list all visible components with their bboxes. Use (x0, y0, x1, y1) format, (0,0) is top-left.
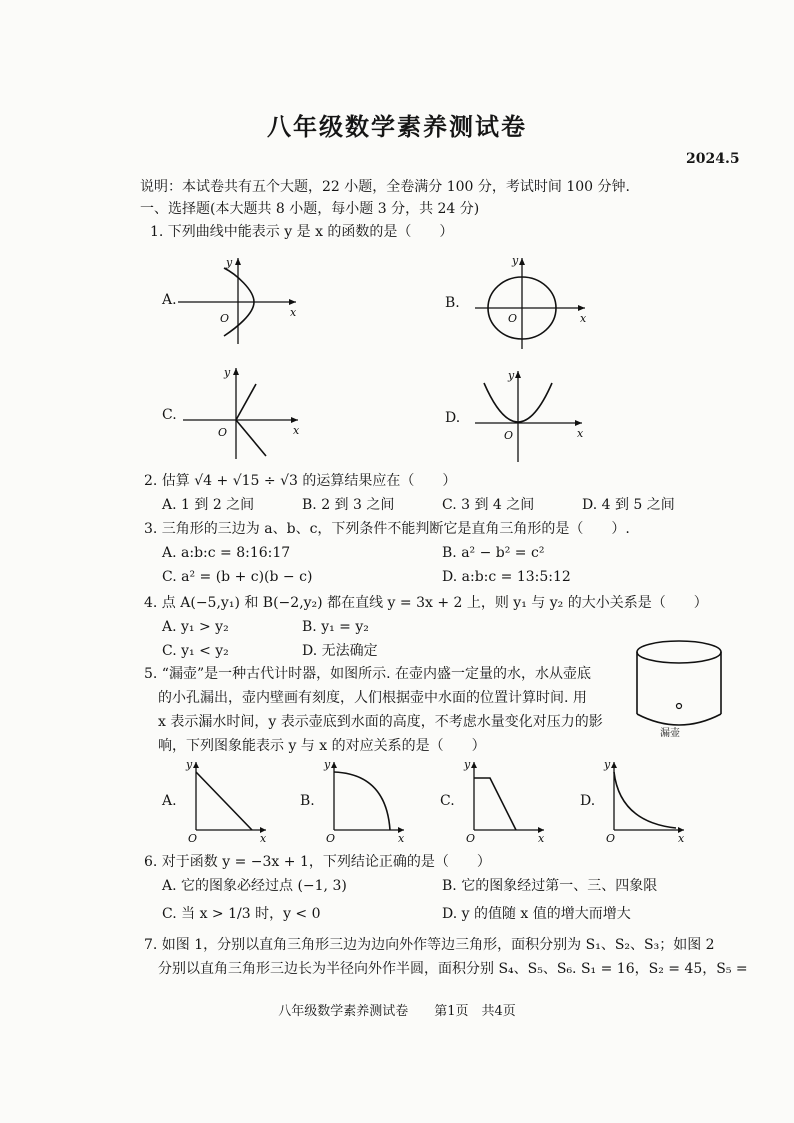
section-heading: 一、选择题(本大题共 8 小题，每小题 3 分，共 24 分) (140, 201, 480, 217)
ray-up (236, 384, 256, 420)
y-axis-arrow (233, 368, 239, 375)
q5-option-c-label[interactable]: C. (440, 793, 455, 809)
x-label: x (577, 427, 584, 440)
question-7-line-1: 7. 如图 1，分别以直角三角形三边为边向外作等边三角形，面积分别为 S₁、S₂、S₃；如图 2 (144, 937, 715, 953)
y-axis-arrow (235, 258, 241, 265)
question-4-stem: 4. 点 A(−5,y₁) 和 B(−2,y₂) 都在直线 y = 3x + 2 上，则 y₁ 与 y₂ 的大小关系是（ ） (144, 595, 708, 611)
x-label: x (398, 832, 405, 845)
y-label: y (508, 369, 515, 382)
q6-option-b[interactable]: B. 它的图象经过第一、三、四象限 (442, 878, 658, 894)
question-5-line-4: 响，下列图象能表示 y 与 x 的对应关系的是（ ） (158, 738, 486, 754)
x-axis-arrow (575, 420, 582, 426)
origin-label: O (220, 312, 230, 325)
q2-option-a[interactable]: A. 1 到 2 之间 (162, 497, 255, 513)
y-label: y (604, 758, 611, 771)
linear-decrease (196, 772, 252, 830)
x-label: x (260, 832, 267, 845)
cylinder-top (637, 641, 721, 663)
page-title: 八年级数学素养测试卷 (267, 112, 527, 141)
q5-graph-d (600, 758, 688, 846)
q4-option-c[interactable]: C. y₁ < y₂ (162, 643, 229, 659)
question-3-stem: 3. 三角形的三边为 a、b、c，下列条件不能判断它是直角三角形的是（ ）. (144, 521, 630, 537)
question-5-line-3: x 表示漏水时间，y 表示壶底到水面的高度，不考虑水量变化对压力的影 (158, 714, 603, 730)
q6-option-d[interactable]: D. y 的值随 x 值的增大而增大 (442, 906, 631, 922)
question-1-stem: 1. 下列曲线中能表示 y 是 x 的函数的是（ ） (150, 224, 454, 240)
q1-option-b-label[interactable]: B. (445, 295, 460, 311)
q1-option-a-label[interactable]: A. (162, 292, 177, 308)
origin-label: O (508, 312, 518, 325)
x-axis-arrow (289, 299, 296, 305)
x-axis-arrow (291, 417, 298, 423)
q1-graph-b (470, 252, 595, 352)
q6-option-c[interactable]: C. 当 x > 1/3 时，y < 0 (162, 906, 321, 922)
y-label: y (226, 256, 233, 269)
exam-date: 2024.5 (686, 151, 740, 167)
y-label: y (324, 758, 331, 771)
question-5-line-2: 的小孔漏出，壶内壁画有刻度，人们根据壶中水面的位置计算时间. 用 (158, 690, 587, 706)
q4-option-b[interactable]: B. y₁ = y₂ (302, 619, 369, 635)
x-label: x (538, 832, 545, 845)
question-7-line-2: 分别以直角三角形三边长为半径向外作半圆，面积分别 S₄、S₅、S₆. S₁ = 16，S₂ = 45，S₅ = (158, 961, 748, 977)
cylinder-bottom (637, 714, 721, 725)
q2-option-c[interactable]: C. 3 到 4 之间 (442, 497, 535, 513)
origin-label: O (326, 832, 336, 845)
origin-label: O (188, 832, 198, 845)
instructions: 说明：本试卷共有五个大题，22 小题，全卷满分 100 分，考试时间 100 分钟. (140, 179, 630, 195)
q5-option-b-label[interactable]: B. (300, 793, 315, 809)
leak-hole (677, 704, 682, 709)
water-clock-figure (633, 636, 725, 736)
q3-option-b[interactable]: B. a² − b² = c² (442, 545, 545, 561)
y-label: y (186, 758, 193, 771)
x-label: x (678, 832, 685, 845)
q5-graph-c (460, 758, 548, 846)
origin-label: O (504, 429, 514, 442)
q1-option-d-label[interactable]: D. (445, 410, 461, 426)
q1-graph-a (178, 252, 308, 347)
y-label: y (512, 254, 519, 267)
origin-label: O (466, 832, 476, 845)
q4-option-a[interactable]: A. y₁ > y₂ (162, 619, 229, 635)
origin-label: O (218, 426, 228, 439)
q5-graph-a (182, 758, 270, 846)
q2-option-b[interactable]: B. 2 到 3 之间 (302, 497, 395, 513)
q5-option-d-label[interactable]: D. (580, 793, 596, 809)
concave-curve (334, 772, 390, 830)
q1-graph-d (470, 365, 595, 465)
x-label: x (293, 424, 300, 437)
q1-graph-c (178, 362, 308, 462)
convex-curve (614, 772, 676, 828)
piecewise-line (474, 778, 516, 830)
y-axis-arrow (519, 258, 525, 265)
question-2-stem: 2. 估算 √4 + √15 ÷ √3 的运算结果应在（ ） (144, 473, 457, 489)
water-clock-caption: 漏壶 (660, 728, 680, 739)
q2-option-d[interactable]: D. 4 到 5 之间 (582, 497, 675, 513)
question-6-stem: 6. 对于函数 y = −3x + 1，下列结论正确的是（ ） (144, 854, 491, 870)
q3-option-c[interactable]: C. a² = (b + c)(b − c) (162, 569, 313, 585)
q4-option-d[interactable]: D. 无法确定 (302, 643, 378, 659)
y-label: y (224, 366, 231, 379)
origin-label: O (606, 832, 616, 845)
q3-option-a[interactable]: A. a:b:c = 8:16:17 (162, 545, 291, 561)
x-label: x (580, 312, 587, 325)
q5-graph-b (320, 758, 408, 846)
x-label: x (290, 306, 297, 319)
question-5-line-1: 5. “漏壶”是一种古代计时器，如图所示. 在壶内盛一定量的水，水从壶底 (144, 666, 592, 682)
q3-option-d[interactable]: D. a:b:c = 13:5:12 (442, 569, 571, 585)
page-footer: 八年级数学素养测试卷 第1页 共4页 (278, 1004, 516, 1019)
x-axis-arrow (578, 305, 585, 311)
y-label: y (464, 758, 471, 771)
q6-option-a[interactable]: A. 它的图象必经过点 (−1, 3) (162, 878, 347, 894)
ray-down (236, 420, 266, 456)
y-axis-arrow (515, 371, 521, 378)
q5-option-a-label[interactable]: A. (162, 793, 177, 809)
q1-option-c-label[interactable]: C. (162, 407, 177, 423)
